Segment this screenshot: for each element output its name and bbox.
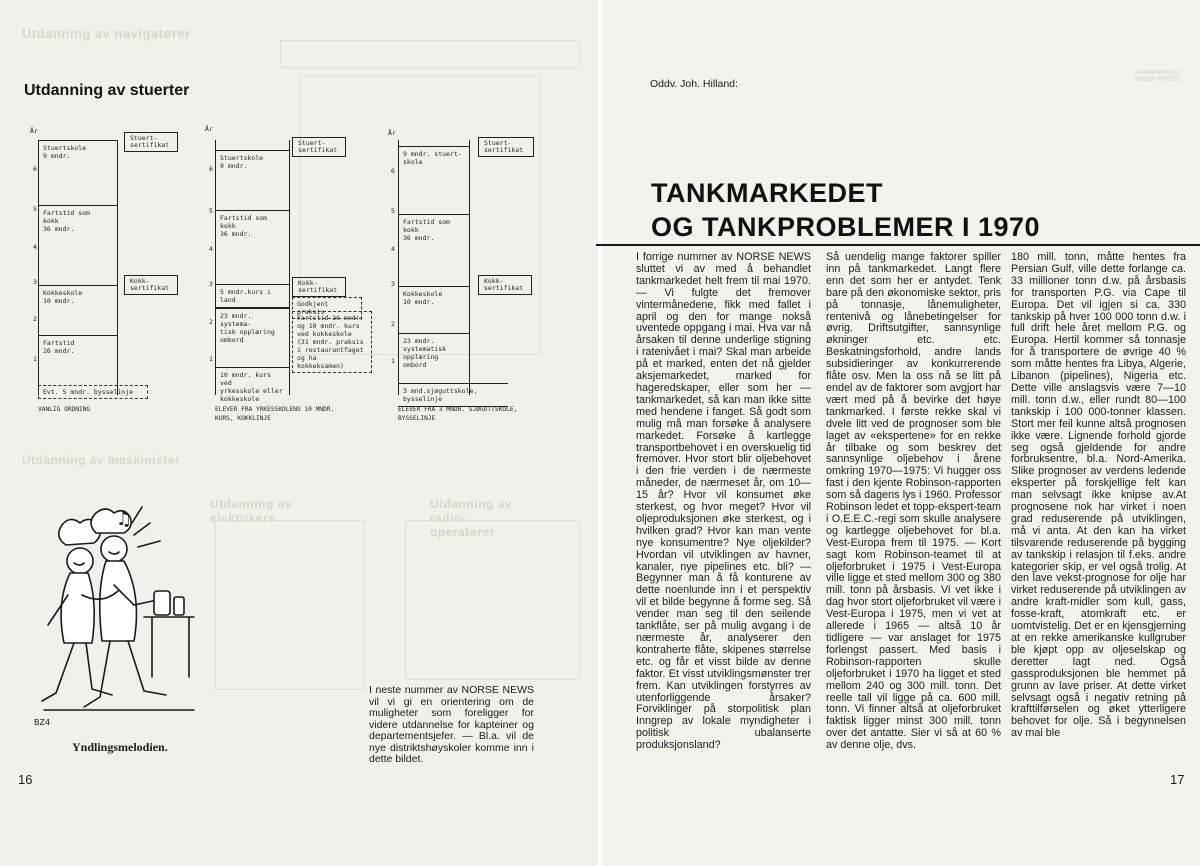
diagram-segment-kokkeskole: Kokkeskole 10 mndr.: [38, 285, 118, 308]
axis-tick: 2: [391, 320, 395, 328]
axis-tick: 4: [33, 243, 37, 251]
cert-box-kokk: Kokk- sertifikat: [478, 275, 532, 295]
cert-box-stuert: Stuert- sertifikat: [124, 132, 178, 152]
axis-tick: 1: [209, 355, 213, 363]
section-title: Utdanning av stuerter: [24, 82, 190, 99]
ghost-heading-lower-mid: Utdanning av elektrikere: [210, 497, 293, 525]
diagram-segment-kokkeskole: Kokkeskole 10 mndr.: [398, 286, 470, 309]
axis-tick: 2: [209, 318, 213, 326]
article-headline: [651, 176, 1040, 244]
column-text: I forrige nummer av NORSE NEWS sluttet vi av med å behandlet tankmarkedet helt frem til mai 1970. — Vi fulgte det fremover vintermånedene, fikk med fallet i april og den for mange nokså uventede oppgang i mai. Hva var nå årsaken til denne underlige stigning i ratenivået i mai? Skal man arbeide på et marked, enten det nå gjelder aksjemarkedet, marked for hageredskaper, eller som her — tankmarkedet, så kan man ikke sitte med hendene i fanget. Så godt som mulig må man forsøke å analysere markedet. Forsøke å kartlegge transportbehovet i en overskuelig tid fremover. Hvor stort blir oljebehovet i den frie verden i de nærmeste måneder, de nærmeset år, om 10—15 år? Hvor vil konsumet øke sterkest, og hvor meget? Hvor vil oljeproduksjonen øke sterkest, og i hvilken grad? Hvor kan man vente nye konsumentre? Nye oljekilder? Hvordan vil utviklingen av havner, kanaler, nye pipelines etc. bli? — Begynner man å få konturene av dette noenlunde inn i et perspektiv vil et bilde begynne å forme seg. Så vender man seg til den seilende tankflåte, ser på mulig avgang i de nærmeste år, analyserer den kontraherte flåte, skipenes størrelse etc. og får et visst bilde av denne faktor. Et visst utviklingsmønster trer frem. Kan utviklingen forstyrres av utenforliggende årsaker? Forviklinger på storpolitisk plan Inngrep av lokale myndigheter i politisk ubalanserte produksjonsland?: [636, 251, 811, 752]
headline-line-1: TANKMARKEDET: [651, 178, 883, 208]
diagram-segment-fartstid-kokk: Fartstid som kokk 36 mndr.: [215, 210, 290, 241]
axis-tick: 6: [209, 165, 213, 173]
page-number: 17: [1170, 772, 1185, 787]
axis-tick: 1: [33, 355, 37, 363]
axis-tick: 4: [391, 245, 395, 253]
diagram-segment-fartstid-kokk: Fartstid som kokk 36 mndr.: [398, 214, 470, 245]
article-column-3: [1011, 252, 1186, 740]
diagram-column: [215, 140, 290, 395]
music-note-icon: ♫: [116, 509, 133, 530]
diagram-segment-stuertskole: Stuertskole 9 mndr.: [38, 140, 118, 174]
article-column-1: [636, 252, 811, 752]
article-byline: Oddv. Joh. Hilland:: [650, 78, 738, 90]
axis-tick: 1: [391, 357, 395, 365]
axis-tick: 2: [33, 315, 37, 323]
cert-box-kokk: Kokk- sertifikat: [124, 275, 178, 295]
cartoon-caption: Yndlingsmelodien.: [72, 740, 168, 754]
axis-tick: 4: [209, 245, 213, 253]
diagram-segment-fartstid-kokk: Fartstid som kokk 36 mndr.: [38, 205, 118, 236]
diagram-segment-stuertskole: 9 mndr. stuert- skole: [398, 146, 470, 169]
article-column-2: [826, 252, 1001, 752]
next-issue-note: I neste nummer av NORSE NEWS vil vi gi en orientering om de muligheter som foreligger for videre utdannelse for kapteiner og departementsjefer. — Bl.a. vil de nye distriktshøyskoler komme inn i dette bildet.: [369, 684, 534, 765]
diagram-caption: ELEVER FRA 3 MNDR. SJØGUTTSKOLE, BYSSELINJE: [398, 406, 518, 422]
diagram-caption: VANLIG ORDNING: [38, 406, 91, 413]
cert-box-stuert: Stuert- sertifikat: [478, 137, 534, 157]
cert-box-kokk: Kokk- sertifikat: [292, 277, 346, 297]
dashed-box-praksis: Godkjent praksis: [292, 297, 362, 319]
diagram-segment-stuertskole: Stuertskole 9 mndr.: [215, 150, 290, 173]
diagram-bottom-box: Evt. 5 mndr. bysselinje: [38, 385, 148, 399]
axis-label: År: [30, 127, 38, 135]
headline-rule: [596, 244, 1200, 246]
diagram-segment-sjoguttskole: 3 mnd.sjøguttskole, bysselinje: [398, 383, 508, 407]
page-number: 16: [18, 772, 33, 787]
diagram-segment-fartstid: Fartstid 26 mndr.: [38, 335, 118, 358]
axis-tick: 3: [209, 280, 213, 288]
axis-tick: 5: [33, 205, 37, 213]
axis-tick: 3: [33, 278, 37, 286]
diagram-segment-systematisk: 23 mndr. systematisk opplæring ombord: [398, 333, 470, 372]
axis-tick: 3: [391, 280, 395, 288]
axis-tick: 5: [209, 207, 213, 215]
ghost-heading-lower-right: Utdanning av radio-operatører: [430, 497, 513, 539]
ghost-heading: Utdanning av navigatører: [22, 26, 191, 41]
ghost-heading-lower-left: Utdanning av maskinister: [22, 453, 181, 467]
cartoon-illustration: [24, 505, 204, 735]
diagram-caption: ELEVER FRA YRKESSKOLENS 10 MNDR. KURS, KOKKLINJE: [215, 406, 335, 422]
diagram-segment-systematisk: 23 mndr. systema- tisk opplæring ombord: [215, 308, 290, 347]
axis-tick: 6: [391, 167, 395, 175]
left-page: [0, 0, 598, 866]
axis-label: År: [205, 125, 213, 133]
diagram-segment-kurs-land: 5 mndr.kurs i land: [215, 284, 290, 308]
axis-tick: 6: [33, 165, 37, 173]
ghost-column: TANKMARKEDET UNDER PRESSE: [1134, 70, 1183, 83]
diagram-segment-yrkesskole: 10 mndr. kurs ved yrkesskole eller kokkeskole: [215, 367, 290, 406]
axis-tick: 5: [391, 207, 395, 215]
dashed-box-alternativ: Fartstid 26 mndr. og 10 mndr. kurs ved kokkeskole (31 mndr. praksis i restaurantfaget og ha kokkeksamen): [292, 311, 372, 373]
column-text: Så uendelig mange faktorer spiller inn på tankmarkedet. Langt flere enn det som her er antydet. Tenk bare på den økonomiske sektor, pris på tonnasje, lånemuligheter, rentenivå og lånebetingelser for øvrig. Driftsutgifter, sannsynlige økninger etc. etc. Beskatningsforhold, andre lands subsidieringer av konkurrerende flåte osv. Men la oss nå se litt på endel av de faktorer som avgjort har vært med på å bevirke det høye tankmarked. I første rekke skal vi dvele litt ved de prognoser som ble laget av «ekspertene» for en rekke år tilbake og som beskrev det sannsynlige oljebehov i årene omkring 1970—1975: Vi hugger oss fast i den kjente Robinson-rapporten som så dagens lys i 1960. Professor Robinson ledet et topp-ekspert-team i O.E.E.C.-regi som skulle analysere og kartlegge oljebehovet for bl.a. Vest-Europa frem til 1975. — Kort sagt kom Robinson-teamet til at oljeforbruket i 1975 i Vest-Europa ville ligge et sted mellom 300 og 380 mill. tonn på årsbasis. Vi vet ikke i dag hvor stort oljeforbruket vil være i Vest-Europa i 1975, men vi vet at allerede i 1965 — altså 10 år tidligere — var anslaget for 1975 forlengst passert. Med basis i Robinson-rapporten skulle oljeforbruket i 1970 ha ligget et sted mellom 240 og 300 mill. tonn. Det reelle tall vil ligge på ca. 600 mill. tonn. Vi finner altså at oljeforbruket faktisk ligger minst 300 mill. tonn over det antatte. Sier vi så at 60 % av denne olje, dvs.: [826, 251, 1001, 752]
column-text: 180 mill. tonn, måtte hentes fra Persian Gulf, ville dette forlange ca. 33 millioner tonn d.w. på årsbasis for transporten P.G. via Cape til Europa. Det vil igjen si ca. 330 tankskip på hver 100 000 tonn d.w. i full drift hele året mellom P.G. og Europa. Hertil kommer så tonnasje for å transportere de øvrige 40 % som måtte hentes fra Libya, Algerie, Libanon (pipelines), Nigeria etc. Dette ville anslagsvis være 7—10 mill. tonn d.w., eller rundt 80—100 tankskip i 100 000-tonner klassen. Stort mer feil kunne altså prognosen ikke være. Lignende forhold gjorde seg også gjeldende for andre forbruksentre, bl.a. Nord-Amerika. Slike prognoser av verdens ledende eksperter på forskjellige felt kan man selvsagt ikke knipse av.At prognosene nok har virket i noen grad reduserende på utviklingen, må vi anta. At den kan ha virket tilsvarende reduserende på bygging av tankskip i relasjon til f.eks. andre kategorier skip, er vel også trolig. At den lave vekst-prognose for olje har virket reduserende på utviklingen av andre kraft-midler som kull, gass, fosse-kraft, atomkraft etc. er uomtvistelig. Det er en kjensgjerning at en rekke amerikanske kullgruber ble kjøpt opp av oljeselskap og deretter lagt ned. Også gassproduksjonen ble hemmet på grunn av lave priser. At dette virket selvsagt også i negativ retning på krafttilførselen og øket ytterligere behovet for olje. Så i begynnelsen av mai ble: [1011, 251, 1186, 740]
cartoon-signature: BZ4: [34, 718, 51, 727]
cert-box-stuert: Stuert- sertifikat: [292, 137, 346, 157]
axis-label: År: [388, 129, 396, 137]
headline-line-2: OG TANKPROBLEMER I 1970: [651, 212, 1041, 242]
